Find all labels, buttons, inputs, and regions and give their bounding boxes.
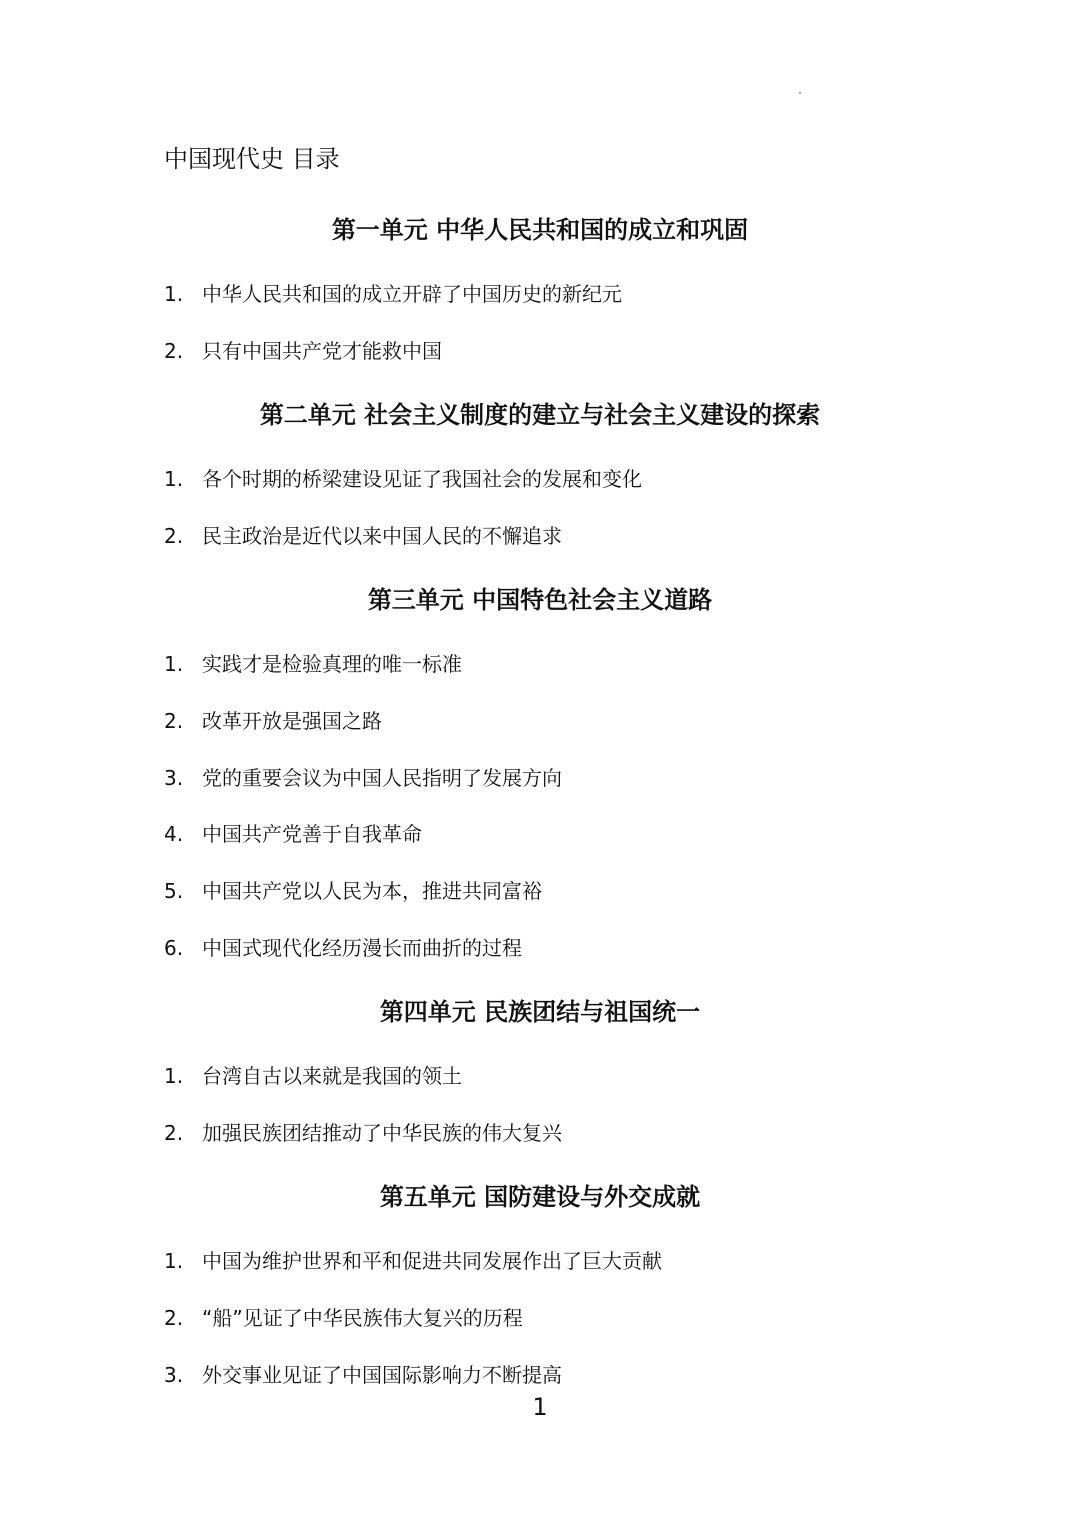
entry-number: 2. bbox=[164, 524, 184, 548]
entry-text: 各个时期的桥梁建设见证了我国社会的发展和变化 bbox=[202, 467, 642, 491]
entry-number: 2. bbox=[164, 709, 184, 733]
entry-number: 3. bbox=[164, 1363, 184, 1387]
toc-entry bbox=[164, 818, 422, 850]
unit-4-title: 第四单元 民族团结与祖国统一 bbox=[379, 998, 701, 1026]
entry-text: 实践才是检验真理的唯一标准 bbox=[202, 652, 462, 676]
toc-entry bbox=[164, 1245, 662, 1277]
entry-number: 4. bbox=[164, 822, 184, 846]
entry-text: 中国为维护世界和平和促进共同发展作出了巨大贡献 bbox=[202, 1249, 662, 1273]
toc-entry bbox=[164, 278, 622, 310]
entry-text: 民主政治是近代以来中国人民的不懈追求 bbox=[202, 524, 562, 548]
entry-text: 台湾自古以来就是我国的领土 bbox=[202, 1064, 462, 1088]
entry-number: 2. bbox=[164, 339, 184, 363]
scan-speck bbox=[799, 92, 801, 94]
toc-entry bbox=[164, 520, 562, 552]
toc-entry bbox=[164, 1359, 562, 1391]
entry-text: 改革开放是强国之路 bbox=[202, 709, 382, 733]
toc-entry bbox=[164, 932, 522, 964]
entry-text: 党的重要会议为中国人民指明了发展方向 bbox=[202, 766, 562, 790]
unit-5-title: 第五单元 国防建设与外交成就 bbox=[379, 1183, 701, 1211]
entry-number: 5. bbox=[164, 879, 184, 903]
entry-text: 外交事业见证了中国国际影响力不断提高 bbox=[202, 1363, 562, 1387]
entry-text: 只有中国共产党才能救中国 bbox=[202, 339, 442, 363]
toc-entry bbox=[164, 762, 562, 794]
toc-entry bbox=[164, 1060, 462, 1092]
toc-entry bbox=[164, 463, 642, 495]
entry-text: 加强民族团结推动了中华民族的伟大复兴 bbox=[202, 1121, 562, 1145]
entry-number: 3. bbox=[164, 766, 184, 790]
toc-entry bbox=[164, 1117, 562, 1149]
unit-1-title: 第一单元 中华人民共和国的成立和巩固 bbox=[331, 216, 749, 244]
entry-text: 中华人民共和国的成立开辟了中国历史的新纪元 bbox=[202, 282, 622, 306]
entry-number: 1. bbox=[164, 1064, 184, 1088]
toc-entry bbox=[164, 1302, 523, 1334]
entry-number: 2. bbox=[164, 1121, 184, 1145]
entry-number: 1. bbox=[164, 282, 184, 306]
entry-number: 2. bbox=[164, 1306, 184, 1330]
entry-number: 6. bbox=[164, 936, 184, 960]
unit-3-title: 第三单元 中国特色社会主义道路 bbox=[367, 586, 713, 614]
toc-entry bbox=[164, 705, 382, 737]
toc-entry bbox=[164, 648, 462, 680]
entry-text: 中国共产党以人民为本，推进共同富裕 bbox=[202, 879, 542, 903]
entry-number: 1. bbox=[164, 652, 184, 676]
document-title: 中国现代史 目录 bbox=[164, 145, 340, 173]
entry-text: 中国式现代化经历漫长而曲折的过程 bbox=[202, 936, 522, 960]
entry-text: “船”见证了中华民族伟大复兴的历程 bbox=[202, 1306, 523, 1330]
page-number: 1 bbox=[532, 1393, 548, 1421]
entry-number: 1. bbox=[164, 1249, 184, 1273]
toc-entry bbox=[164, 875, 542, 907]
unit-2-title: 第二单元 社会主义制度的建立与社会主义建设的探索 bbox=[259, 401, 821, 429]
entry-number: 1. bbox=[164, 467, 184, 491]
toc-entry bbox=[164, 335, 442, 367]
entry-text: 中国共产党善于自我革命 bbox=[202, 822, 422, 846]
